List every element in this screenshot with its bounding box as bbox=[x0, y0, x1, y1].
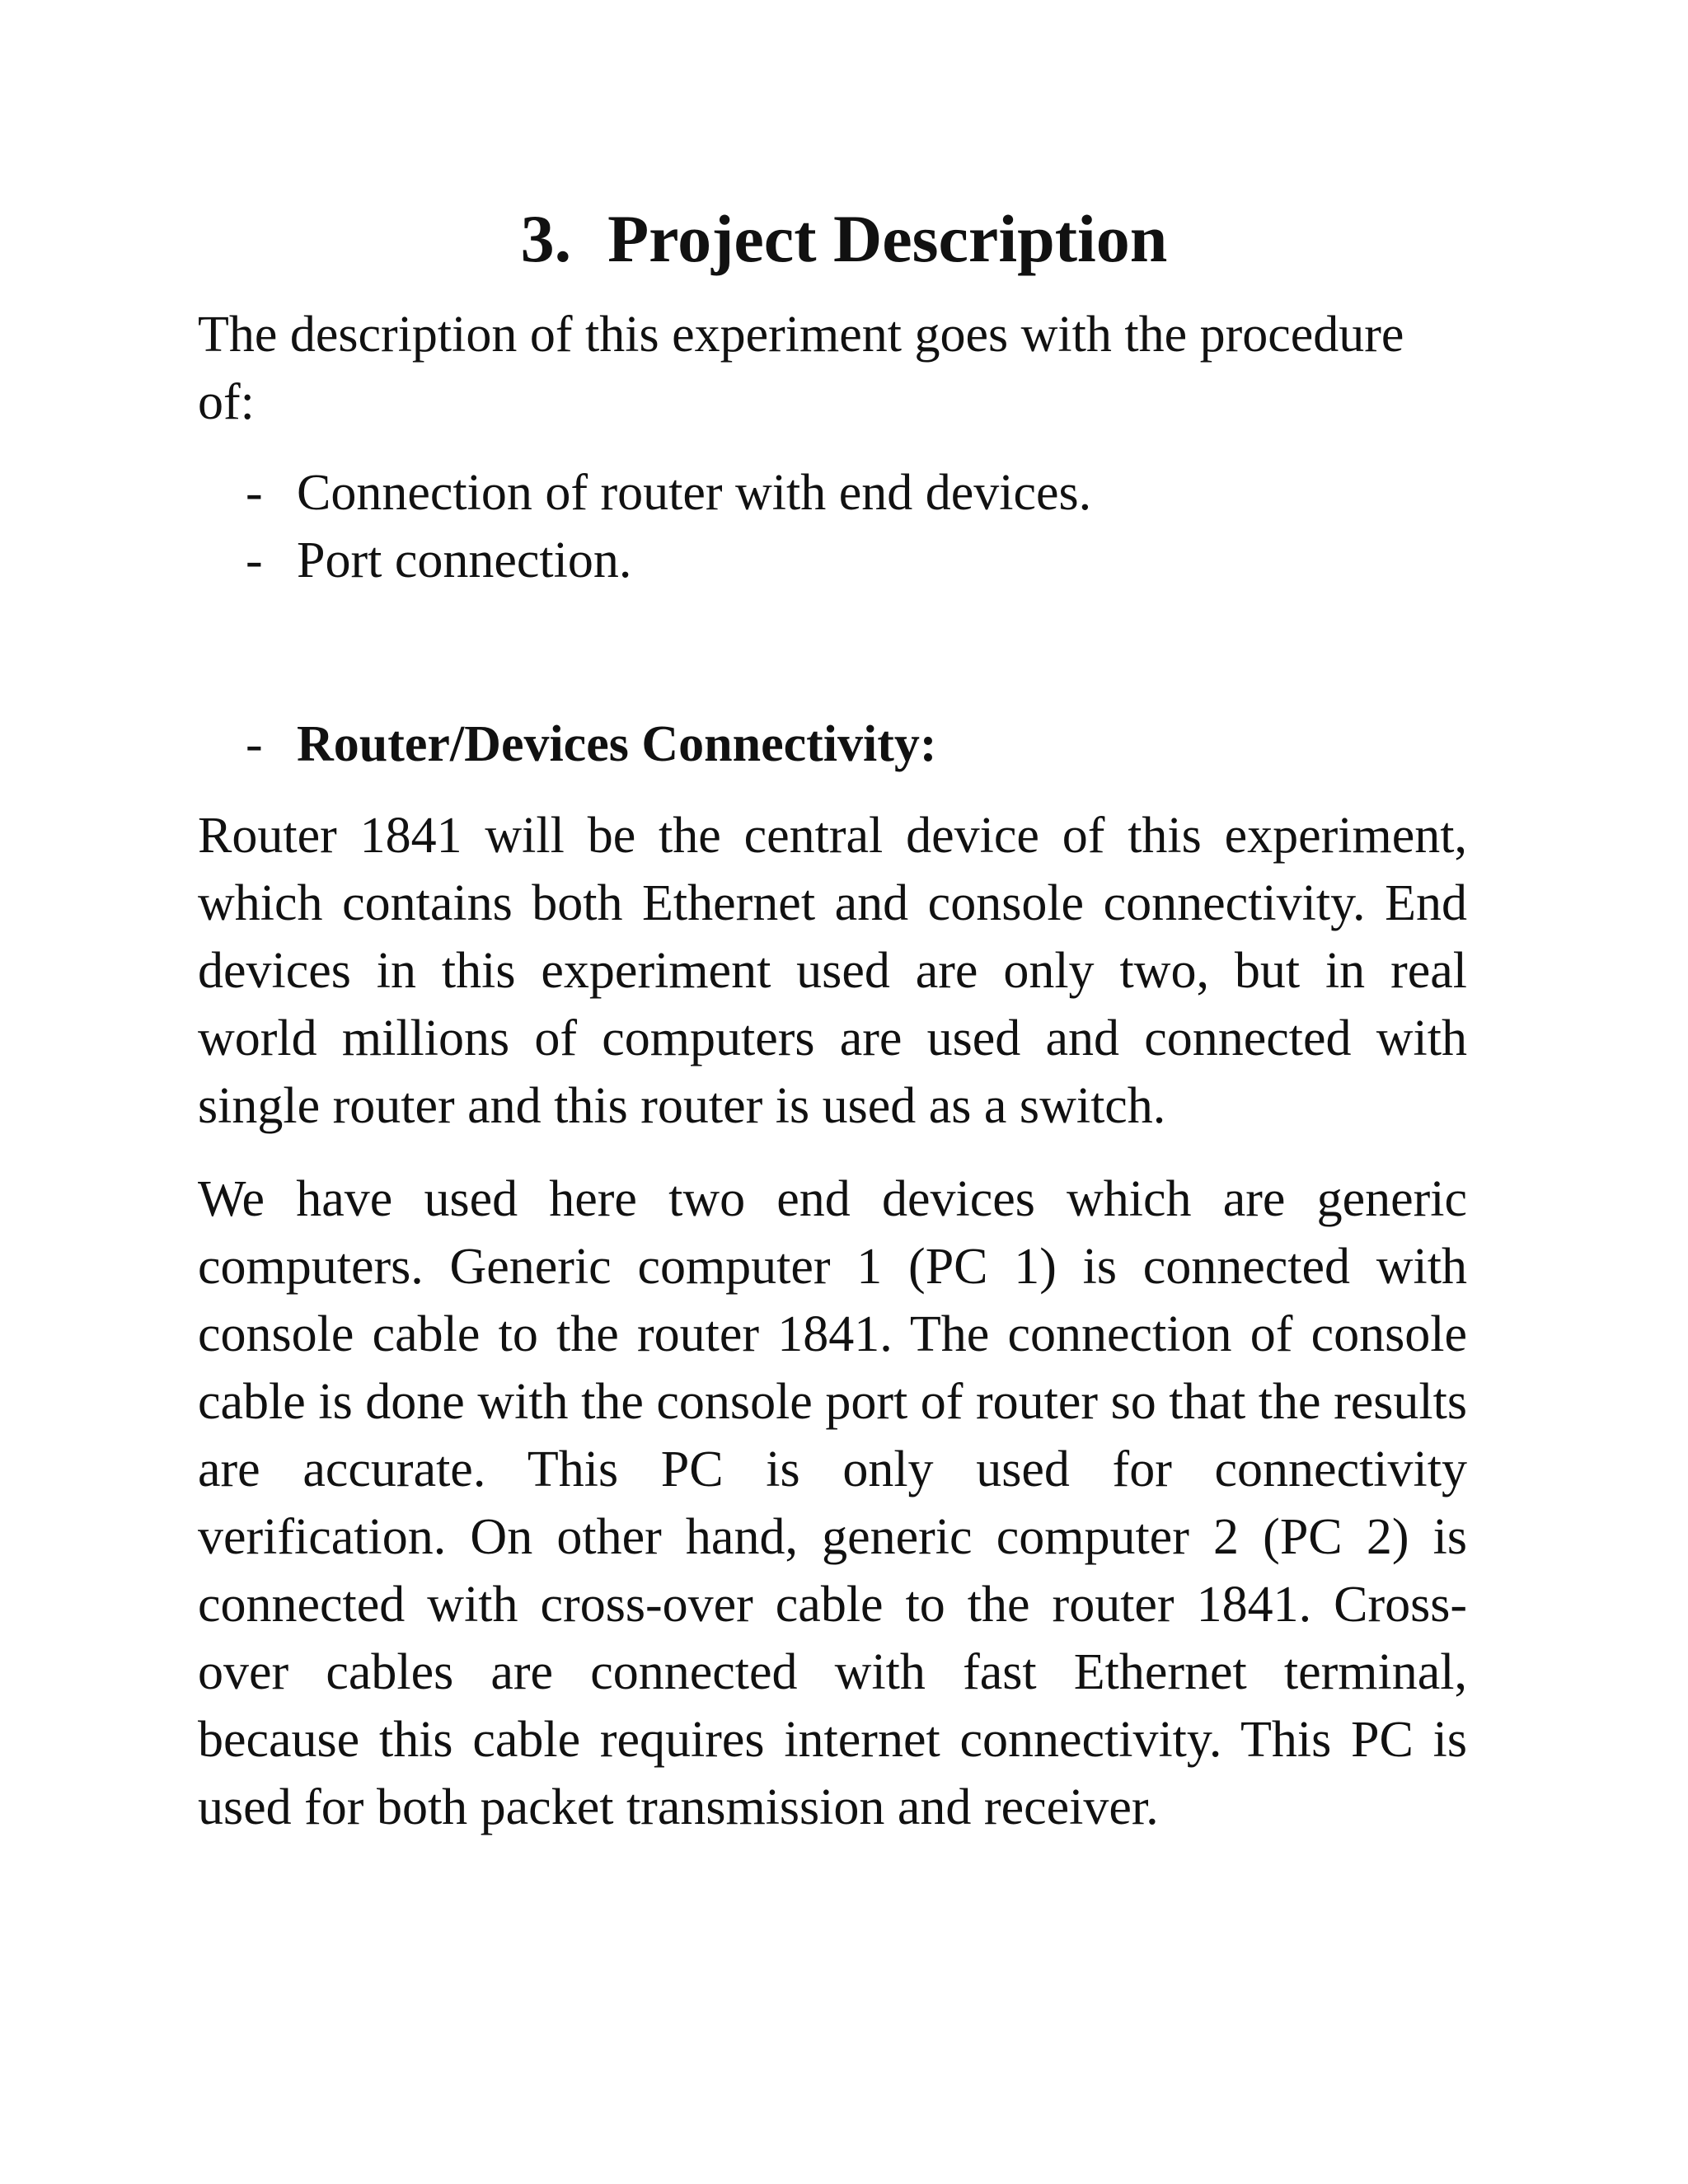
intro-paragraph: The description of this experiment goes with the procedure of: bbox=[198, 307, 1404, 430]
section-heading bbox=[0, 198, 1688, 280]
section-title: Project Description bbox=[607, 201, 1168, 276]
subsection-title: Router/Devices Connectivity: bbox=[297, 716, 937, 772]
list-item-text: Port connection. bbox=[297, 532, 632, 588]
list-item-text: Connection of router with end devices. bbox=[297, 465, 1092, 521]
section-number: 3. bbox=[520, 201, 572, 276]
list-marker: - bbox=[246, 716, 263, 772]
list-marker: - bbox=[246, 465, 263, 521]
subsection-heading bbox=[246, 710, 937, 778]
list-marker: - bbox=[246, 532, 263, 588]
list-item bbox=[246, 527, 631, 594]
list-item bbox=[246, 459, 1091, 527]
paragraph-end-devices: We have used here two end devices which are generic computers. Generic computer 1 (PC 1) is connected with console cable to the router 1841. The connection of console cable is done with the console port of router so that the results are accurate. This PC is only used for connectivity verification. On other hand, generic computer 2 (PC 2) is connected with cross-over cable to the router 1841. Cross-over cables are connected with fast Ethernet terminal, because this cable requires internet connectivity. This PC is used for both packet transmission and receiver. bbox=[198, 1171, 1467, 1835]
paragraph-router-connectivity: Router 1841 will be the central device of this experiment, which contains both Ethernet and console connectivity. End devices in this experiment used are only two, but in real world millions of computers are used and connected with single router and this router is used as a switch. bbox=[198, 808, 1467, 1134]
